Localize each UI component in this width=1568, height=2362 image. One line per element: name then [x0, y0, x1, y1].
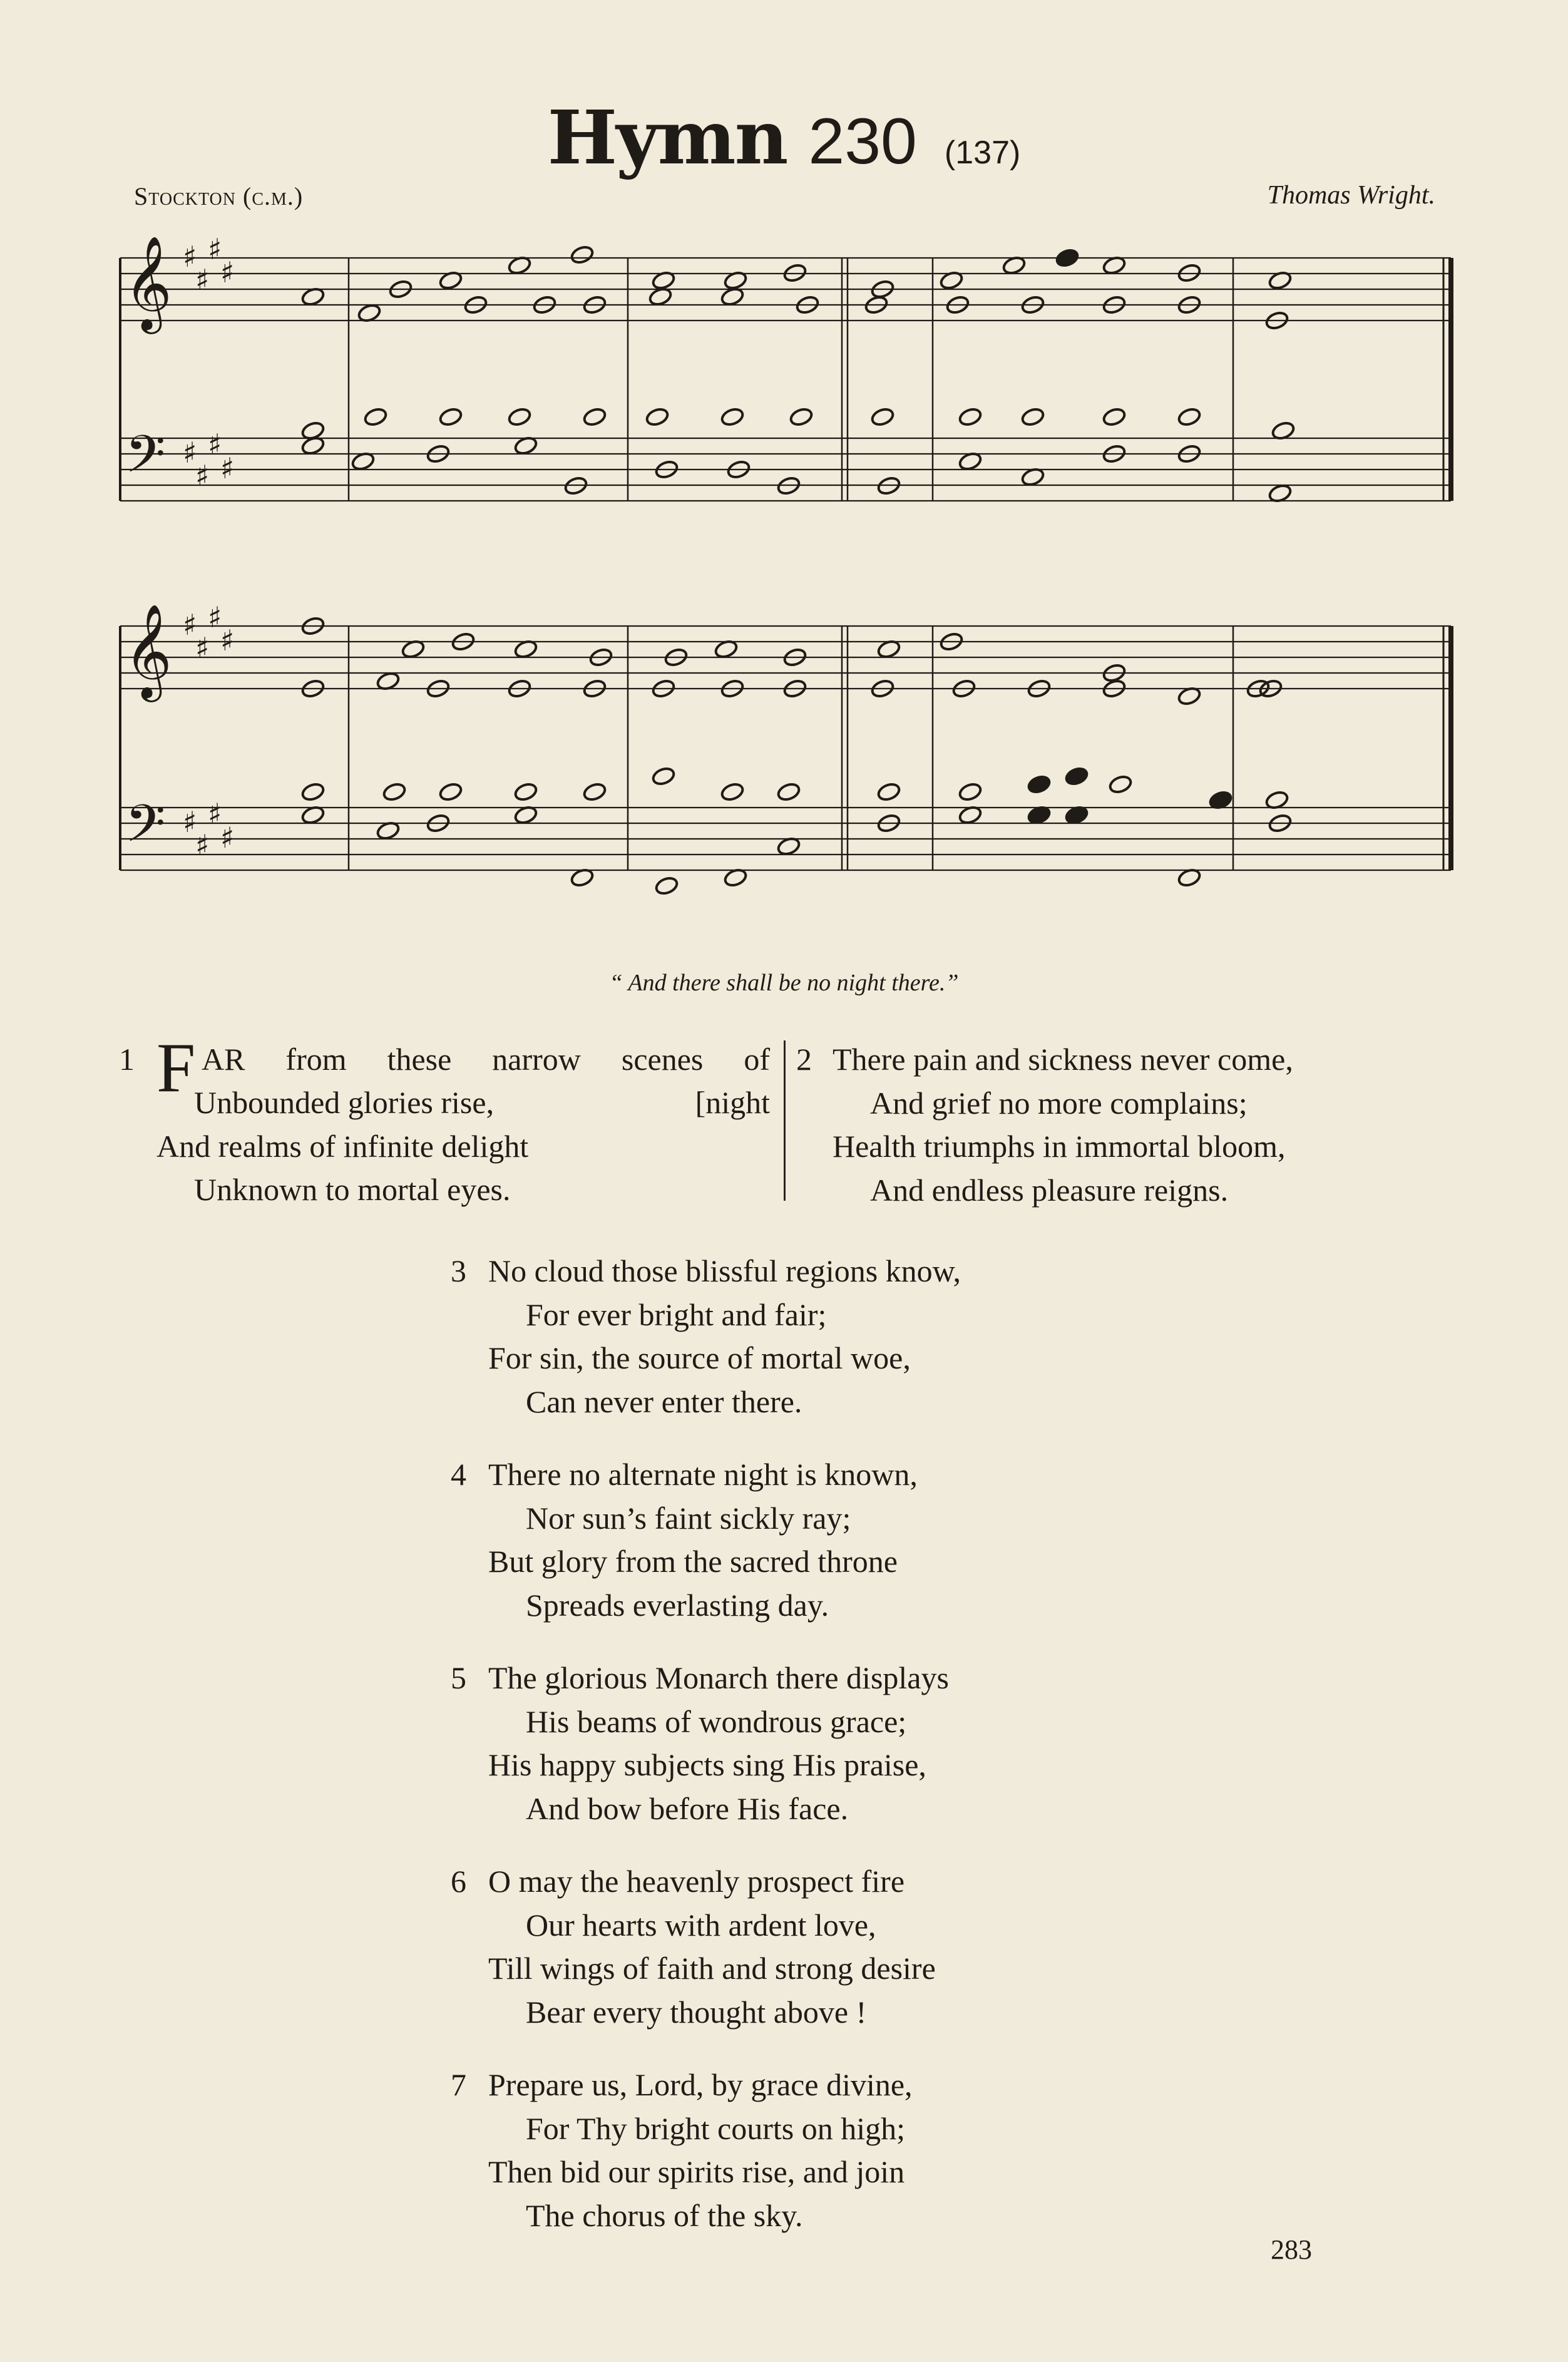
- verse-3: [488, 1250, 961, 1424]
- note-head: [958, 781, 983, 802]
- verse-line: But glory from the sacred throne: [488, 1544, 898, 1579]
- verse-line: Can never enter there.: [526, 1384, 802, 1419]
- hymn-number: 230: [808, 105, 917, 178]
- verse-number: 7: [451, 2067, 466, 2102]
- note-head: [300, 781, 325, 802]
- sharp-sign: ♯: [183, 240, 197, 274]
- sharp-sign: ♯: [220, 821, 235, 855]
- verse-line: And realms of infinite delight: [156, 1129, 529, 1164]
- verse-line: [156, 1081, 770, 1125]
- verse-number: 2: [796, 1042, 812, 1077]
- sharp-sign: ♯: [195, 828, 210, 862]
- music-score: [0, 0, 1568, 939]
- note-head: [582, 406, 607, 427]
- note-head: [1177, 406, 1202, 427]
- note-head: [876, 781, 901, 802]
- verse-line: Health triumphs in immortal bloom,: [833, 1129, 1286, 1164]
- verse-line: His beams of wondrous grace;: [526, 1703, 907, 1739]
- sharp-sign: ♯: [220, 451, 235, 485]
- verse-line: Prepare us, Lord, by grace divine,: [488, 2067, 913, 2102]
- verse-line: Bear every thought above !: [526, 1994, 867, 2030]
- verse-line: For ever bright and fair;: [526, 1297, 827, 1332]
- sharp-sign: ♯: [220, 624, 235, 657]
- sharp-sign: ♯: [208, 797, 222, 831]
- note-head: [651, 766, 676, 786]
- note-head: [570, 244, 595, 265]
- note-head: [438, 781, 463, 802]
- note-head: [654, 875, 679, 896]
- note-head: [720, 406, 745, 427]
- note-head: [1020, 406, 1045, 427]
- sharp-sign: ♯: [183, 608, 197, 642]
- note-head: [776, 781, 801, 802]
- verse-4: [488, 1453, 918, 1627]
- verse-number: 4: [451, 1457, 466, 1492]
- alt-hymn-number: (137): [944, 135, 1021, 171]
- note-head: [513, 781, 538, 802]
- verse-line: Nor sun’s faint sickly ray;: [526, 1500, 851, 1536]
- verse-line: For sin, the source of mortal woe,: [488, 1340, 911, 1375]
- verse-number: 1: [119, 1042, 135, 1077]
- drop-cap: F: [156, 1029, 196, 1107]
- hymn-title-word: Hymn: [547, 94, 787, 181]
- verse-line: Spreads everlasting day.: [526, 1587, 829, 1623]
- sharp-sign: ♯: [195, 631, 210, 665]
- staff-system-2: [120, 600, 1451, 896]
- verse-line: Our hearts with ardent love,: [526, 1907, 876, 1943]
- bass-clef: 𝄢: [125, 793, 166, 866]
- tune-name: Stockton (c.m.): [134, 182, 304, 210]
- sharp-sign: ♯: [195, 263, 210, 297]
- staff-system-1: [120, 232, 1451, 504]
- sharp-sign: ♯: [208, 428, 222, 461]
- note-head: [582, 781, 607, 802]
- sharp-sign: ♯: [183, 805, 197, 839]
- verse-number: 6: [451, 1864, 466, 1899]
- verse-7: [488, 2063, 913, 2237]
- note-head: [720, 781, 745, 802]
- sharp-sign: ♯: [183, 436, 197, 470]
- verse-line: There pain and sickness never come,: [833, 1042, 1293, 1077]
- verse-6: [488, 1860, 936, 2034]
- verse-number: 3: [451, 1253, 466, 1288]
- note-head: [1055, 247, 1080, 268]
- verse-line: For Thy bright courts on high;: [526, 2110, 906, 2146]
- note-head: [363, 406, 388, 427]
- verse-line: His happy subjects sing His praise,: [488, 1747, 926, 1782]
- verse-line: Then bid our spirits rise, and join: [488, 2154, 905, 2189]
- sharp-sign: ♯: [220, 255, 235, 289]
- treble-clef: 𝄞: [124, 235, 172, 330]
- verse-line: The glorious Monarch there displays: [488, 1660, 949, 1695]
- column-divider: [784, 1040, 786, 1201]
- treble-clef: 𝄞: [124, 603, 172, 698]
- composer-name: Thomas Wright.: [1267, 181, 1435, 210]
- page-number: 283: [1271, 2234, 1312, 2265]
- verse-line: Till wings of faith and strong desire: [488, 1951, 936, 1986]
- sharp-sign: ♯: [208, 232, 222, 266]
- verse-2: [833, 1038, 1293, 1212]
- verse-line: And endless pleasure reigns.: [870, 1172, 1229, 1208]
- note-head: [1027, 774, 1052, 794]
- note-head: [645, 406, 670, 427]
- verse-line: And grief no more complains;: [870, 1085, 1248, 1121]
- verse-number: 5: [451, 1660, 466, 1695]
- verse-5: [488, 1656, 949, 1831]
- note-head: [438, 406, 463, 427]
- note-head: [507, 406, 532, 427]
- verse-line-text: Unbounded glories rise,: [194, 1085, 494, 1120]
- verse-line: Unknown to mortal eyes.: [194, 1172, 511, 1207]
- note-head: [1102, 406, 1127, 427]
- note-head: [789, 406, 814, 427]
- note-head: [1064, 766, 1089, 786]
- bass-clef: 𝄢: [125, 424, 166, 497]
- epigraph: “ And there shall be no night there.”: [609, 970, 959, 996]
- note-head: [870, 406, 895, 427]
- note-head: [958, 406, 983, 427]
- note-head: [1108, 774, 1133, 794]
- verse-carryover: [night: [695, 1085, 770, 1120]
- verse-line: [156, 1038, 770, 1082]
- verse-line: And bow before His face.: [526, 1790, 849, 1826]
- verse-line: The chorus of the sky.: [526, 2197, 803, 2233]
- verse-line: No cloud those blissful regions know,: [488, 1253, 961, 1288]
- verse-line-text: AR from these narrow scenes of: [202, 1042, 770, 1077]
- note-head: [382, 781, 407, 802]
- sharp-sign: ♯: [195, 459, 210, 493]
- verse-line: There no alternate night is known,: [488, 1457, 918, 1492]
- verse-line: O may the heavenly prospect fire: [488, 1864, 905, 1899]
- sharp-sign: ♯: [208, 600, 222, 634]
